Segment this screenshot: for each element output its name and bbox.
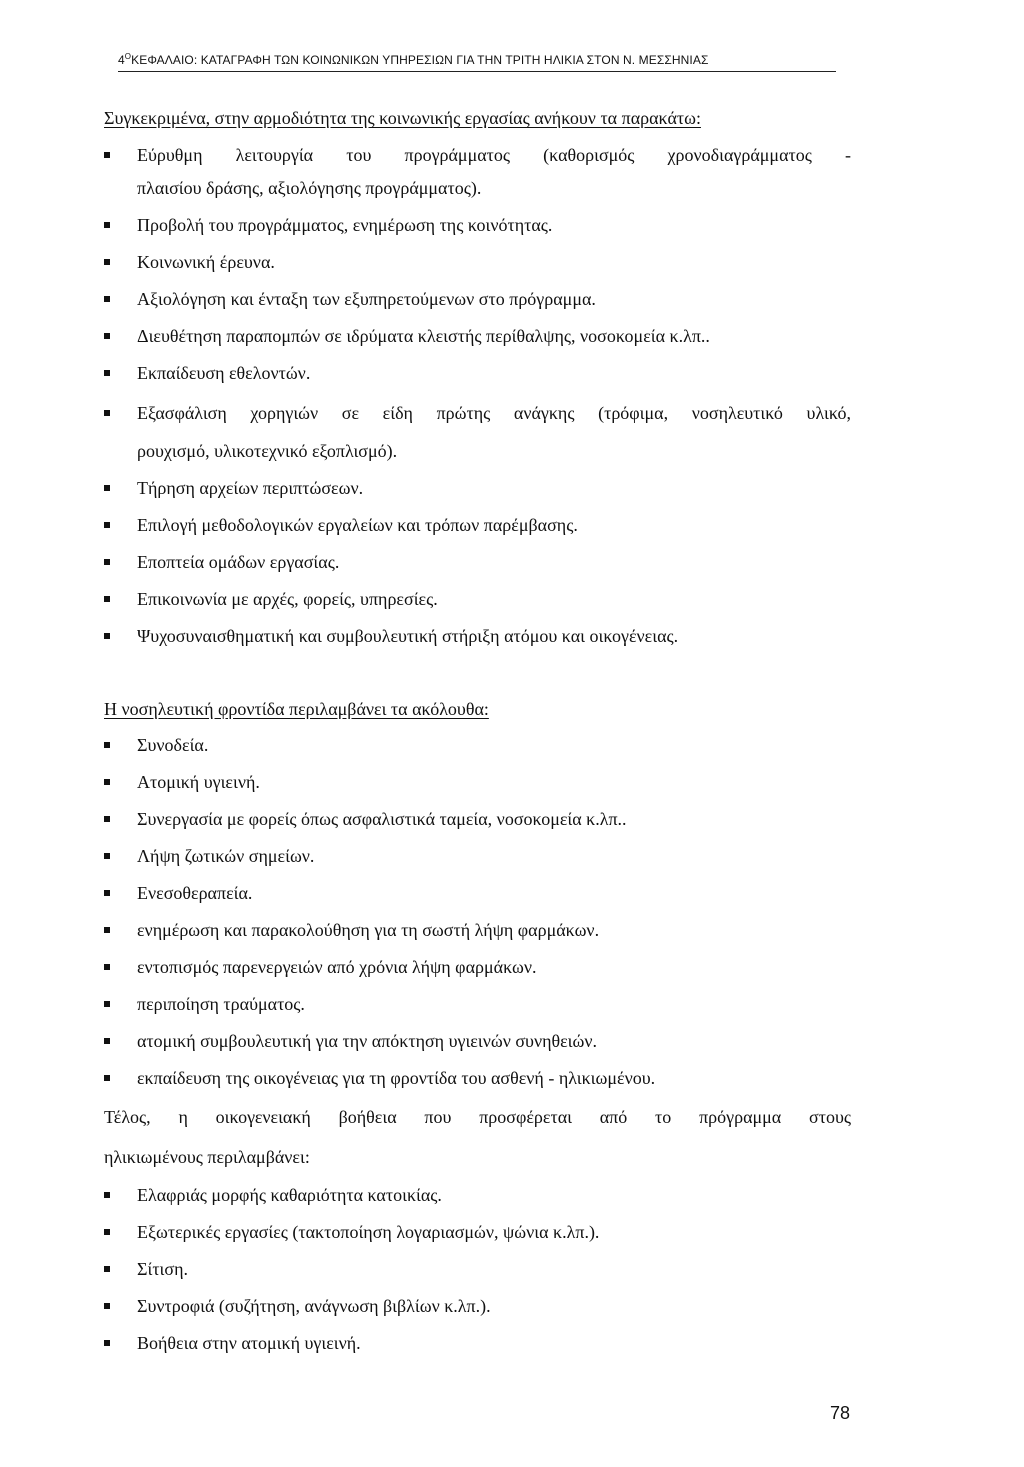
social-work-item-continuation: πλαισίου δράσης, αξιολόγησης προγράμματος).	[137, 178, 482, 198]
bullet-marker	[104, 1192, 110, 1198]
nursing-heading: Η νοσηλευτική φροντίδα περιλαμβάνει τα ακόλουθα:	[104, 699, 489, 719]
bullet-marker	[104, 964, 110, 970]
social-work-item: Διευθέτηση παραπομπών σε ιδρύματα κλειστής περίθαλψης, νοσοκομεία κ.λπ..	[137, 326, 710, 346]
header-rule	[118, 71, 836, 72]
bullet-marker	[104, 522, 110, 528]
bullet-marker	[104, 1001, 110, 1007]
social-work-item: Επικοινωνία με αρχές, φορείς, υπηρεσίες.	[137, 589, 438, 609]
social-work-item: Ψυχοσυναισθηματική και συμβουλευτική στήριξη ατόμου και οικογένειας.	[137, 626, 679, 646]
family-help-item: Ελαφριάς μορφής καθαριότητα κατοικίας.	[137, 1185, 442, 1205]
bullet-marker	[104, 559, 110, 565]
bullet-marker	[104, 259, 110, 265]
nursing-item: περιποίηση τραύματος.	[137, 994, 305, 1014]
family-help-item: Συντροφιά (συζήτηση, ανάγνωση βιβλίων κ.λπ.).	[137, 1296, 491, 1316]
bullet-marker	[104, 333, 110, 339]
family-help-intro: Τέλος, η οικογενειακή βοήθεια που προσφέρεται από το πρόγραμμα στους	[104, 1107, 851, 1127]
bullet-marker	[104, 1075, 110, 1081]
nursing-item: Ενεσοθεραπεία.	[137, 883, 253, 903]
bullet-marker	[104, 1340, 110, 1346]
social-work-item: Αξιολόγηση και ένταξη των εξυπηρετούμενων στο πρόγραμμα.	[137, 289, 596, 309]
nursing-item: εντοπισμός παρενεργειών από χρόνια λήψη φαρμάκων.	[137, 957, 537, 977]
bullet-marker	[104, 853, 110, 859]
bullet-marker	[104, 1266, 110, 1272]
social-work-item: Εξασφάλιση χορηγιών σε είδη πρώτης ανάγκης (τρόφιμα, νοσηλευτικό υλικό,	[137, 403, 851, 423]
social-work-item: Εκπαίδευση εθελοντών.	[137, 363, 311, 383]
running-header	[118, 52, 838, 67]
bullet-marker	[104, 152, 110, 158]
bullet-marker	[104, 927, 110, 933]
bullet-marker	[104, 742, 110, 748]
page-number: 78	[830, 1403, 851, 1423]
family-help-item: Εξωτερικές εργασίες (τακτοποίηση λογαριασμών, ψώνια κ.λπ.).	[137, 1222, 600, 1242]
social-work-item: Τήρηση αρχείων περιπτώσεων.	[137, 478, 364, 498]
bullet-marker	[104, 816, 110, 822]
bullet-marker	[104, 296, 110, 302]
bullet-marker	[104, 779, 110, 785]
family-help-intro-continuation: ηλικιωμένους περιλαμβάνει:	[104, 1147, 310, 1167]
bullet-marker	[104, 370, 110, 376]
social-work-item: Προβολή του προγράμματος, ενημέρωση της κοινότητας.	[137, 215, 553, 235]
social-work-item: Εύρυθμη λειτουργία του προγράμματος (καθορισμός χρονοδιαγράμματος -	[137, 145, 851, 165]
bullet-marker	[104, 890, 110, 896]
bullet-marker	[104, 222, 110, 228]
social-work-item-continuation: ρουχισμό, υλικοτεχνικό εξοπλισμό).	[137, 441, 398, 461]
bullet-marker	[104, 410, 110, 416]
social-work-item: Εποπτεία ομάδων εργασίας.	[137, 552, 340, 572]
chapter-title: ΚΕΦΑΛΑΙΟ: ΚΑΤΑΓΡΑΦΗ ΤΩΝ ΚΟΙΝΩΝΙΚΩΝ ΥΠΗΡΕΣΙΩΝ ΓΙΑ ΤΗΝ ΤΡΙΤΗ ΗΛΙΚΙΑ ΣΤΟΝ Ν. ΜΕΣΣΗΝΙΑΣ	[131, 53, 709, 67]
chapter-number: 4	[118, 53, 125, 67]
nursing-item: Λήψη ζωτικών σημείων.	[137, 846, 315, 866]
bullet-marker	[104, 485, 110, 491]
nursing-item: Συνεργασία με φορείς όπως ασφαλιστικά ταμεία, νοσοκομεία κ.λπ..	[137, 809, 627, 829]
bullet-marker	[104, 633, 110, 639]
social-work-item: Επιλογή μεθοδολογικών εργαλείων και τρόπων παρέμβασης.	[137, 515, 578, 535]
nursing-item: Συνοδεία.	[137, 735, 209, 755]
bullet-marker	[104, 596, 110, 602]
bullet-marker	[104, 1303, 110, 1309]
social-work-item: Κοινωνική έρευνα.	[137, 252, 275, 272]
nursing-item: Ατομική υγιεινή.	[137, 772, 260, 792]
nursing-item: ενημέρωση και παρακολούθηση για τη σωστή λήψη φαρμάκων.	[137, 920, 600, 940]
family-help-item: Σίτιση.	[137, 1259, 189, 1279]
bullet-marker	[104, 1038, 110, 1044]
family-help-item: Βοήθεια στην ατομική υγιεινή.	[137, 1333, 361, 1353]
chapter-superscript: Ο	[124, 52, 132, 61]
nursing-item: εκπαίδευση της οικογένειας για τη φροντίδα του ασθενή - ηλικιωμένου.	[137, 1068, 656, 1088]
bullet-marker	[104, 1229, 110, 1235]
social-work-heading: Συγκεκριμένα, στην αρμοδιότητα της κοινωνικής εργασίας ανήκουν τα παρακάτω:	[104, 108, 701, 128]
nursing-item: ατομική συμβουλευτική για την απόκτηση υγιεινών συνηθειών.	[137, 1031, 598, 1051]
